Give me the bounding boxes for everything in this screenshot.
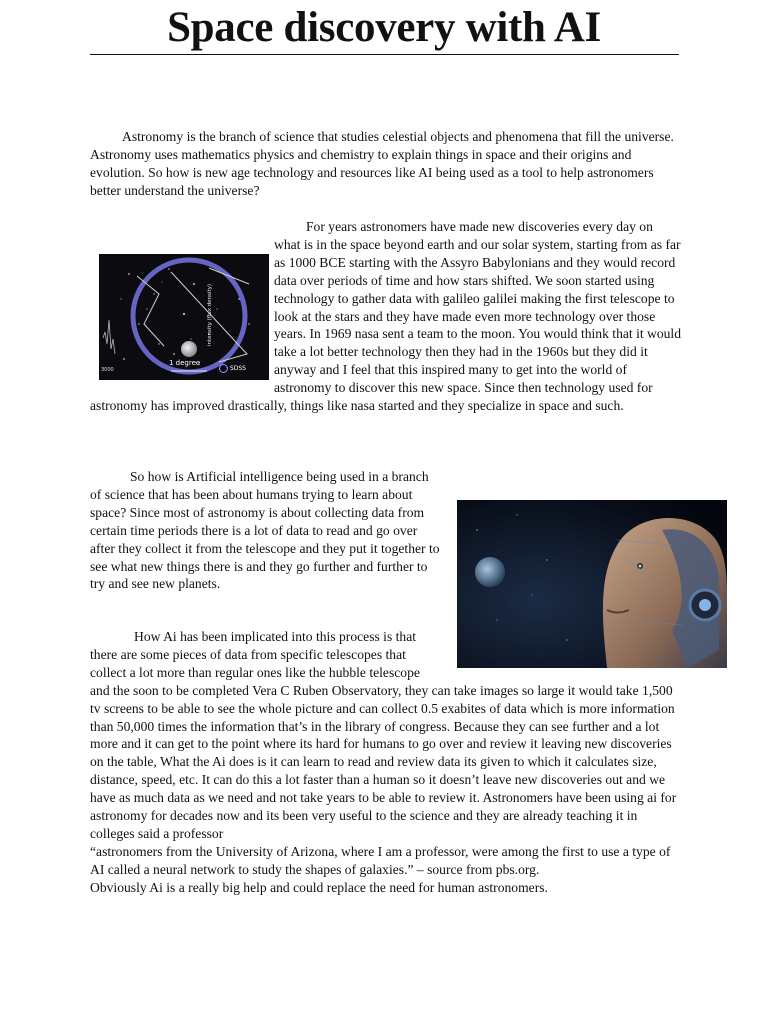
tick-label: 3000 xyxy=(101,367,114,373)
paragraph-intro-text: Astronomy is the branch of science that studies celestial objects and phenomena that fill the universe. Astronomy uses mathematics physics and chemistry to explain things in space and their origins and evolution. So how is new age technology and resources like AI being used as a tool to help astronomers better understand the universe? xyxy=(90,129,674,198)
star-field-image xyxy=(99,254,269,380)
ai-face-graphic xyxy=(457,500,727,668)
axis-label: intensity (flux density) xyxy=(207,283,213,346)
paragraph-history-text: For years astronomers have made new discoveries every day on what is in the space beyond earth and our solar system, starting from as far as 1000 BCE starting with the Assyro Babylonians and they would record data over periods of time and how stars shifted. We soon started using technology to gather data with galileo galilei making the first telescope to look at the stars and they have made even more technology over those years. In 1969 nasa sent a team to the moon. You would think that it would take a lot better technology then they had in the 1960s but they did it anyway and I feel that this inspired many to get into the world of astronomy to discover this new space. Since then technology used for astronomy has improved drastically, things like nasa started and they specialize in space and such. xyxy=(90,219,682,414)
sdss-logo xyxy=(219,364,246,373)
paragraph-intro xyxy=(90,128,680,200)
paragraph-ai-process xyxy=(90,628,682,897)
sdss-logo-text: SDSS xyxy=(229,365,246,372)
title-underline xyxy=(90,54,679,55)
closing-sentence: Obviously Ai is a really big help and could replace the need for human astronomers. xyxy=(90,879,548,895)
scale-label: 1 degree xyxy=(169,359,201,367)
ai-face-image xyxy=(457,500,727,668)
sdss-logo-circle xyxy=(219,364,228,373)
professor-quote: “astronomers from the University of Arizona, where I am a professor, were among the first to use a type of AI called a neural network to study the shapes of galaxies.” – source from pbs.org. xyxy=(90,843,671,877)
paragraph-ai-process-text: How Ai has been implicated into this process is that there are some pieces of data from specific telescopes that collect a lot more than regular ones like the hubble telescope and the soon to be completed Vera C Ruben Observatory, they can take images so large it would take 1,500 tv screens to be able to see the whole picture and can collect 0.5 exabites of data which is more information than 50,000 times the information that’s in the library of congress. Because they can see further and a lot more and it can get to the point where its hard for humans to go over and review it leaving new discoveries on the table, What the Ai does is it can learn to read and review data its given to which it calculates size, distance, speed, etc. It can do this a lot faster than a human so it doesn’t leave new discoveries out and we have as much data as we need and not take years to be able to review it. Astronomers have been using ai for astronomy for decades now and its been very useful to the science and they are already teaching it in colleges said a professor xyxy=(90,629,677,841)
paragraph-ai-intro-text: So how is Artificial intelligence being used in a branch of science that has been about humans trying to learn about space? Since most of astronomy is about collecting data from certain time periods there is a lot of data to read and go over after they collect it from the telescope and they put it together to see what new things there is and they go further and further to try and see new planets. xyxy=(90,469,440,592)
page-title: Space discovery with AI xyxy=(167,4,601,51)
